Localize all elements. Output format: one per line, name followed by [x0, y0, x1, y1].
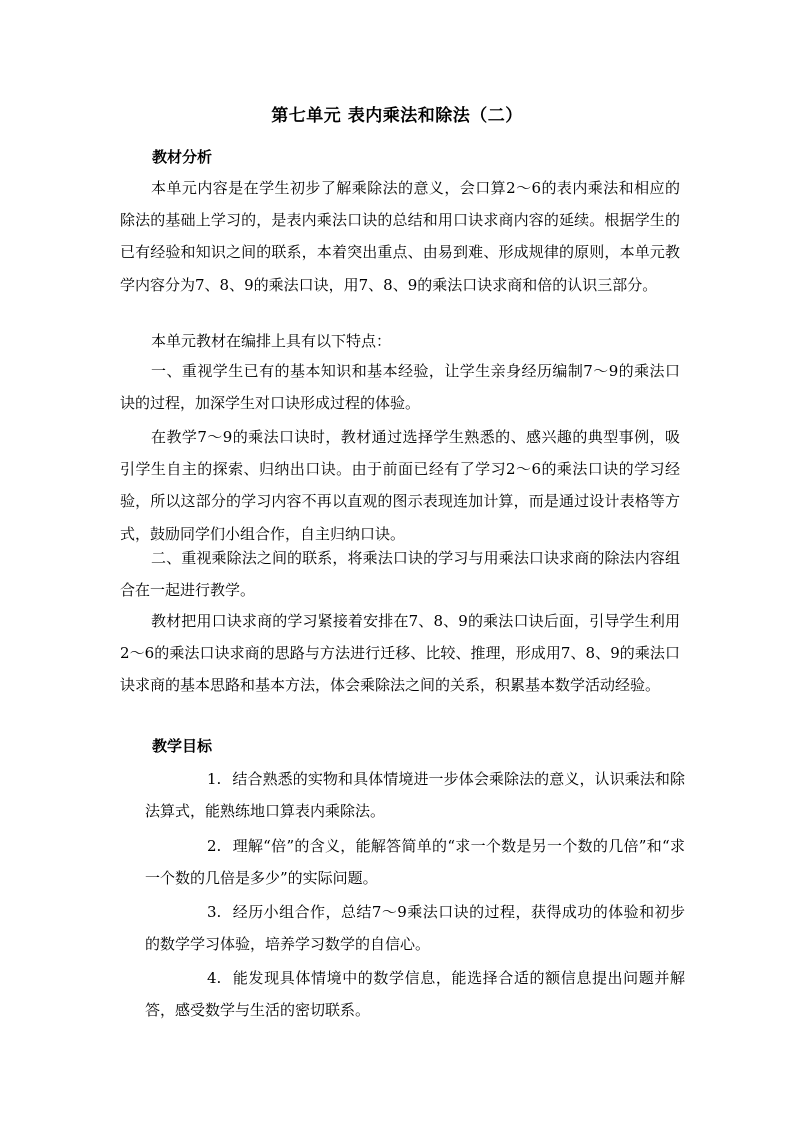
goal-text: 经历小组合作，总结7～9乘法口诀的过程，获得成功的体验和初步的数学学习体验，培养学习数学的自信心。 [145, 903, 685, 953]
goal-item [145, 830, 685, 894]
paragraph-features-intro: 本单元教材在编排上具有以下特点： [151, 332, 392, 350]
goal-number: 1. [207, 770, 222, 788]
goal-item [145, 763, 685, 827]
paragraph-feature-two: 二、重视乘除法之间的联系，将乘法口诀的学习与用乘法口诀求商的除法内容组合在一起进行教学。 [120, 549, 680, 600]
paragraph-feature-one-detail: 在教学7～9的乘法口诀时，教材通过选择学生熟悉的、感兴趣的典型事例，吸引学生自主的探索、归纳出口诀。由于前面已经有了学习2～6的乘法口诀的学习经验，所以这部分的学习内容不再以直观的图示表现连加计算，而是通过设计表格等方式，鼓励同学们小组合作，自主归纳口诀。 [120, 428, 680, 543]
goal-number: 4. [207, 969, 222, 987]
section-heading-goals: 教学目标 [152, 737, 213, 755]
goal-item [145, 962, 685, 1026]
goal-text: 理解“倍”的含义，能解答简单的“求一个数是另一个数的几倍”和“求一个数的几倍是多少”的实际问题。 [145, 837, 685, 887]
paragraph-feature-two-detail: 教材把用口诀求商的学习紧接着安排在7、8、9的乘法口诀后面，引导学生利用2～6的乘法口诀求商的思路与方法进行迁移、比较、推理，形成用7、8、9的乘法口诀求商的基本思路和基本方法，体会乘除法之间的关系，积累基本数学活动经验。 [120, 612, 680, 695]
goal-item [145, 896, 685, 960]
goal-text: 能发现具体情境中的数学信息，能选择合适的额信息提出问题并解答，感受数学与生活的密切联系。 [145, 969, 685, 1019]
goal-number: 2. [207, 837, 222, 855]
paragraph-intro: 本单元内容是在学生初步了解乘除法的意义，会口算2～6的表内乘法和相应的除法的基础上学习的，是表内乘法口诀的总结和用口诀求商内容的延续。根据学生的已有经验和知识之间的联系，本着突出重点、由易到难、形成规律的原则，本单元教学内容分为7、8、9的乘法口诀，用7、8、9的乘法口诀求商和倍的认识三部分。 [120, 179, 680, 294]
section-heading-analysis: 教材分析 [152, 148, 213, 166]
goal-text: 结合熟悉的实物和具体情境进一步体会乘除法的意义，认识乘法和除法算式，能熟练地口算表内乘除法。 [145, 770, 685, 820]
goal-number: 3. [207, 903, 222, 921]
page-title: 第七单元 表内乘法和除法（二） [271, 106, 523, 126]
paragraph-feature-one: 一、重视学生已有的基本知识和基本经验，让学生亲身经历编制7～9的乘法口诀的过程，加深学生对口诀形成过程的体验。 [120, 362, 680, 413]
